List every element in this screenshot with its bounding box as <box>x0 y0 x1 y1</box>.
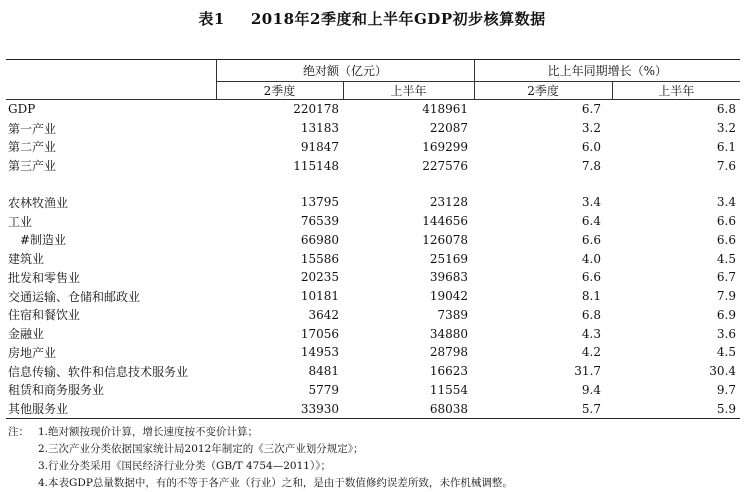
h1-amount-cell: 22087 <box>429 121 469 136</box>
table-row <box>6 306 740 325</box>
h1-amount-cell: 144656 <box>422 214 469 229</box>
table-title-text: 2018年2季度和上半年GDP初步核算数据 <box>250 10 546 28</box>
note-text: 3.行业分类采用《国民经济行业分类（GB/T 4754—2011）》； <box>38 460 331 472</box>
h1-amount-cell: 126078 <box>422 232 469 247</box>
gdp-table <box>6 59 740 419</box>
q2-amount-cell: 14953 <box>300 345 339 360</box>
header-growth-rate: 比上年同期增长（%） <box>474 60 740 82</box>
row-label: 第三产业 <box>8 159 57 174</box>
q2-amount-cell: 220178 <box>293 102 339 117</box>
note-item <box>8 475 738 492</box>
spacer-row <box>6 175 740 193</box>
table-row <box>6 100 740 119</box>
h1-amount-cell: 39683 <box>429 270 469 285</box>
table-row <box>6 138 740 157</box>
q2-growth-cell: 5.7 <box>474 399 612 418</box>
row-label: 批发和零售业 <box>8 270 81 285</box>
h1-growth-cell: 6.9 <box>716 307 737 322</box>
q2-growth-cell: 7.8 <box>581 158 602 173</box>
q2-amount-cell: 15586 <box>300 251 339 266</box>
header-absolute-amount: 绝对额（亿元） <box>216 60 474 82</box>
note-text: 4.本表GDP总量数据中，有的不等于各产业（行业）之和，是由于数值修约误差所致，未作机械调整。 <box>38 477 513 489</box>
q2-growth-cell: 4.0 <box>581 251 602 266</box>
h1-growth-cell: 7.6 <box>716 158 737 173</box>
table-body <box>6 100 740 419</box>
q2-amount-cell: 3642 <box>308 307 339 322</box>
h1-growth-cell: 9.7 <box>716 382 737 397</box>
q2-amount-cell: 13795 <box>300 195 339 210</box>
header-row-group <box>6 60 740 82</box>
table-row <box>6 287 740 306</box>
h1-amount-cell: 16623 <box>429 364 469 379</box>
table-notes <box>8 424 738 492</box>
row-label: 金融业 <box>8 327 45 342</box>
q2-growth-cell: 3.2 <box>581 121 602 136</box>
note-item <box>8 424 738 441</box>
q2-growth-cell: 6.0 <box>581 139 602 154</box>
q2-growth-cell: 3.4 <box>581 195 602 210</box>
h1-growth-cell: 3.6 <box>716 326 737 341</box>
h1-amount-cell: 169299 <box>422 139 469 154</box>
table-row <box>6 212 740 231</box>
h1-amount-cell: 19042 <box>429 289 469 304</box>
q2-growth-cell: 4.2 <box>581 345 602 360</box>
q2-growth-cell: 31.7 <box>574 364 602 379</box>
q2-amount-cell: 10181 <box>300 289 339 304</box>
table-row <box>6 324 740 343</box>
table-row <box>6 362 740 381</box>
row-label: 交通运输、仓储和邮政业 <box>8 289 141 304</box>
h1-growth-cell: 5.9 <box>612 399 740 418</box>
h1-growth-cell: 4.5 <box>716 251 737 266</box>
row-label: 工业 <box>8 214 33 229</box>
h1-amount-cell: 68038 <box>343 399 474 418</box>
table-row <box>6 156 740 175</box>
h1-amount-cell: 418961 <box>422 102 469 117</box>
row-label: GDP <box>8 102 36 117</box>
q2-growth-cell: 6.6 <box>581 270 602 285</box>
h1-amount-cell: 28798 <box>429 345 469 360</box>
header-sub-h1-growth: 上半年 <box>612 82 740 100</box>
q2-amount-cell: 91847 <box>300 139 339 154</box>
row-label: #制造业 <box>20 233 67 248</box>
row-label: 租赁和商务服务业 <box>8 383 105 398</box>
row-label: 其他服务业 <box>6 399 216 418</box>
h1-amount-cell: 227576 <box>422 158 469 173</box>
row-label: 建筑业 <box>8 252 45 267</box>
q2-amount-cell: 13183 <box>300 121 339 136</box>
notes-label: 注： <box>8 426 29 438</box>
table-row <box>6 249 740 268</box>
header-sub-q2-amount: 2季度 <box>216 82 343 100</box>
h1-amount-cell: 34880 <box>429 326 469 341</box>
q2-amount-cell: 5779 <box>308 382 339 397</box>
note-text: 2.三次产业分类依据国家统计局2012年制定的《三次产业划分规定》； <box>38 443 364 455</box>
h1-growth-cell: 4.5 <box>716 345 737 360</box>
row-label: 第一产业 <box>8 121 57 136</box>
row-label: 农林牧渔业 <box>8 195 69 210</box>
row-label: 住宿和餐饮业 <box>8 308 81 323</box>
h1-amount-cell: 23128 <box>429 195 469 210</box>
table-row <box>6 268 740 287</box>
row-label: 信息传输、软件和信息技术服务业 <box>8 364 189 379</box>
header-sub-h1-amount: 上半年 <box>343 82 474 100</box>
table-row <box>6 231 740 250</box>
h1-growth-cell: 6.6 <box>716 232 737 247</box>
table-row <box>6 381 740 400</box>
h1-growth-cell: 30.4 <box>709 364 737 379</box>
q2-amount-cell: 76539 <box>300 214 339 229</box>
h1-growth-cell: 3.2 <box>716 121 737 136</box>
q2-growth-cell: 6.8 <box>581 307 602 322</box>
q2-growth-cell: 4.3 <box>581 326 602 341</box>
h1-growth-cell: 7.9 <box>716 289 737 304</box>
note-item <box>8 458 738 475</box>
q2-growth-cell: 9.4 <box>581 382 602 397</box>
table-row <box>6 399 740 418</box>
h1-amount-cell: 7389 <box>437 307 469 322</box>
row-label: 第二产业 <box>8 140 57 155</box>
header-sub-q2-growth: 2季度 <box>474 82 612 100</box>
q2-growth-cell: 8.1 <box>581 289 602 304</box>
q2-amount-cell: 17056 <box>300 326 339 341</box>
q2-amount-cell: 8481 <box>308 364 339 379</box>
table-row <box>6 193 740 212</box>
h1-growth-cell: 6.7 <box>716 270 737 285</box>
note-text: 1.绝对额按现价计算，增长速度按不变价计算； <box>38 426 259 438</box>
h1-growth-cell: 6.1 <box>716 139 737 154</box>
table-row <box>6 343 740 362</box>
q2-amount-cell: 20235 <box>300 270 339 285</box>
q2-growth-cell: 6.4 <box>581 214 602 229</box>
h1-growth-cell: 6.8 <box>716 102 737 117</box>
q2-amount-cell: 115148 <box>293 158 339 173</box>
q2-growth-cell: 6.6 <box>581 232 602 247</box>
header-corner <box>6 60 216 100</box>
h1-growth-cell: 3.4 <box>716 195 737 210</box>
q2-amount-cell: 66980 <box>300 232 339 247</box>
q2-amount-cell: 33930 <box>216 399 343 418</box>
table-title <box>0 8 744 29</box>
h1-amount-cell: 11554 <box>429 382 469 397</box>
note-item <box>8 441 738 458</box>
table-number: 表1 <box>198 10 225 28</box>
table-row <box>6 119 740 138</box>
h1-amount-cell: 25169 <box>429 251 469 266</box>
row-label: 房地产业 <box>8 345 57 360</box>
q2-growth-cell: 6.7 <box>581 102 602 117</box>
h1-growth-cell: 6.6 <box>716 214 737 229</box>
